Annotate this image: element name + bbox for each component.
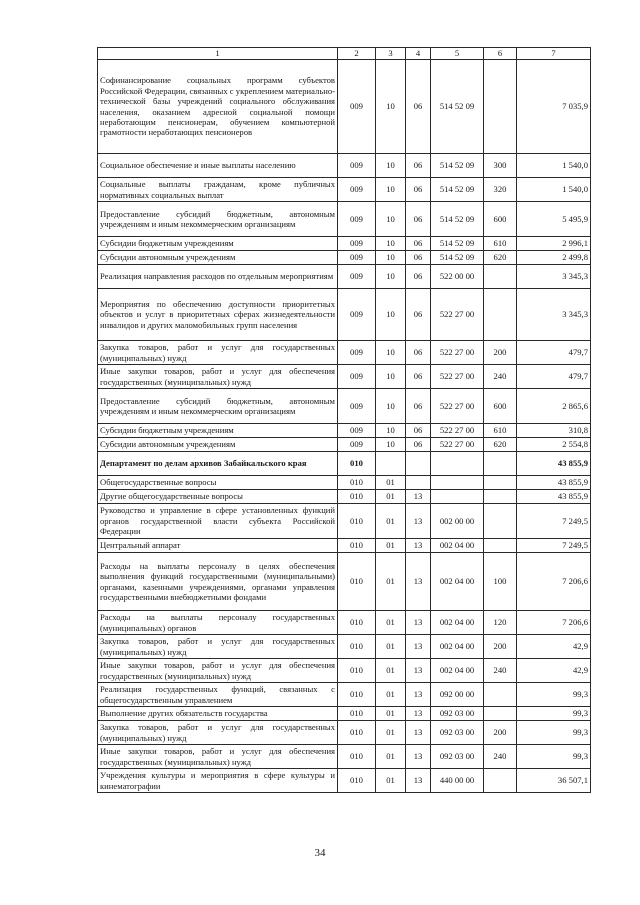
cell-target-article: 002 00 00 (431, 504, 484, 539)
cell-section-code: 10 (376, 289, 406, 341)
cell-section-code: 10 (376, 438, 406, 452)
cell-subsection-code: 13 (406, 635, 431, 659)
table-row (98, 707, 591, 721)
cell-section-code: 10 (376, 389, 406, 424)
row-name: Реализация направления расходов по отдельным мероприятиям (98, 265, 338, 289)
cell-subsection-code: 13 (406, 745, 431, 769)
cell-subsection-code: 06 (406, 251, 431, 265)
cell-ministry-code: 010 (338, 539, 376, 553)
cell-amount: 479,7 (517, 341, 591, 365)
table-row (98, 60, 591, 154)
cell-expense-type: 610 (484, 237, 517, 251)
cell-amount: 42,9 (517, 635, 591, 659)
cell-target-article: 522 27 00 (431, 341, 484, 365)
column-number: 6 (484, 48, 517, 60)
cell-amount: 99,3 (517, 683, 591, 707)
row-name: Субсидии бюджетным учреждениям (98, 424, 338, 438)
table-row (98, 539, 591, 553)
cell-ministry-code: 010 (338, 476, 376, 490)
cell-target-article: 514 52 09 (431, 237, 484, 251)
table-row (98, 553, 591, 611)
cell-expense-type: 300 (484, 154, 517, 178)
cell-target-article: 514 52 09 (431, 178, 484, 202)
cell-amount: 2 499,8 (517, 251, 591, 265)
table-row (98, 251, 591, 265)
table-row (98, 424, 591, 438)
column-number: 7 (517, 48, 591, 60)
cell-amount: 2 865,6 (517, 389, 591, 424)
cell-expense-type: 620 (484, 438, 517, 452)
cell-ministry-code: 009 (338, 389, 376, 424)
cell-section-code: 01 (376, 611, 406, 635)
cell-section-code: 01 (376, 721, 406, 745)
cell-target-article: 440 00 00 (431, 769, 484, 793)
row-name: Социальное обеспечение и иные выплаты населению (98, 154, 338, 178)
cell-subsection-code: 06 (406, 178, 431, 202)
cell-section-code (376, 452, 406, 476)
table-row (98, 721, 591, 745)
cell-expense-type: 620 (484, 251, 517, 265)
budget-table (97, 47, 591, 793)
cell-amount: 1 540,0 (517, 178, 591, 202)
table-row (98, 438, 591, 452)
cell-target-article: 092 03 00 (431, 721, 484, 745)
cell-subsection-code: 06 (406, 289, 431, 341)
cell-target-article: 092 03 00 (431, 745, 484, 769)
cell-ministry-code: 009 (338, 424, 376, 438)
cell-target-article: 092 03 00 (431, 707, 484, 721)
cell-section-code: 01 (376, 707, 406, 721)
column-number: 3 (376, 48, 406, 60)
table-row (98, 154, 591, 178)
row-name: Социальные выплаты гражданам, кроме публичных нормативных социальных выплат (98, 178, 338, 202)
cell-section-code: 10 (376, 60, 406, 154)
cell-target-article: 002 04 00 (431, 635, 484, 659)
row-name: Другие общегосударственные вопросы (98, 490, 338, 504)
cell-expense-type: 200 (484, 341, 517, 365)
cell-subsection-code: 06 (406, 154, 431, 178)
row-name: Руководство и управление в сфере установленных функций органов государственной власти субъекта Российской Федерации (98, 504, 338, 539)
cell-amount: 42,9 (517, 659, 591, 683)
cell-expense-type (484, 476, 517, 490)
cell-target-article: 514 52 09 (431, 202, 484, 237)
table-row (98, 635, 591, 659)
row-name: Департамент по делам архивов Забайкальского края (98, 452, 338, 476)
cell-ministry-code: 010 (338, 452, 376, 476)
row-name: Выполнение других обязательств государства (98, 707, 338, 721)
cell-expense-type: 100 (484, 553, 517, 611)
cell-section-code: 10 (376, 424, 406, 438)
column-number-row (98, 48, 591, 60)
cell-amount: 43 855,9 (517, 452, 591, 476)
cell-amount: 1 540,0 (517, 154, 591, 178)
row-name: Предоставление субсидий бюджетным, автономным учреждениям и иным некоммерческим организациям (98, 202, 338, 237)
cell-expense-type (484, 289, 517, 341)
cell-amount: 43 855,9 (517, 490, 591, 504)
cell-subsection-code: 13 (406, 611, 431, 635)
table-row (98, 389, 591, 424)
cell-amount: 99,3 (517, 745, 591, 769)
cell-expense-type: 320 (484, 178, 517, 202)
row-name: Расходы на выплаты персоналу государственных (муниципальных) органов (98, 611, 338, 635)
cell-ministry-code: 010 (338, 683, 376, 707)
cell-ministry-code: 009 (338, 202, 376, 237)
cell-amount: 7 249,5 (517, 504, 591, 539)
cell-subsection-code: 13 (406, 553, 431, 611)
row-name: Софинансирование социальных программ субъектов Российской Федерации, связанных с укреплением материально-технической базы учреждений социального обслуживания населения, оказанием адресной социальной помощи неработающим пенсионерам, обучением компьютерной грамотности неработающих пенсионеров (98, 60, 338, 154)
cell-expense-type (484, 539, 517, 553)
cell-target-article (431, 490, 484, 504)
cell-subsection-code: 06 (406, 341, 431, 365)
cell-target-article: 002 04 00 (431, 539, 484, 553)
cell-section-code: 10 (376, 265, 406, 289)
column-number: 2 (338, 48, 376, 60)
cell-ministry-code: 009 (338, 251, 376, 265)
cell-section-code: 10 (376, 154, 406, 178)
cell-target-article (431, 476, 484, 490)
table-row (98, 745, 591, 769)
cell-target-article: 522 27 00 (431, 289, 484, 341)
cell-amount: 310,8 (517, 424, 591, 438)
cell-ministry-code: 009 (338, 60, 376, 154)
cell-ministry-code: 009 (338, 438, 376, 452)
cell-target-article: 522 27 00 (431, 438, 484, 452)
cell-ministry-code: 010 (338, 635, 376, 659)
cell-expense-type: 240 (484, 745, 517, 769)
cell-expense-type: 600 (484, 389, 517, 424)
row-name: Центральный аппарат (98, 539, 338, 553)
cell-amount: 7 249,5 (517, 539, 591, 553)
cell-section-code: 01 (376, 539, 406, 553)
cell-ministry-code: 010 (338, 659, 376, 683)
cell-expense-type: 240 (484, 365, 517, 389)
cell-subsection-code: 13 (406, 504, 431, 539)
cell-section-code: 10 (376, 202, 406, 237)
cell-ministry-code: 010 (338, 721, 376, 745)
column-number: 4 (406, 48, 431, 60)
cell-amount: 43 855,9 (517, 476, 591, 490)
table-row (98, 341, 591, 365)
row-name: Иные закупки товаров, работ и услуг для обеспечения государственных (муниципальных) нужд (98, 659, 338, 683)
cell-target-article: 092 00 00 (431, 683, 484, 707)
cell-ministry-code: 010 (338, 504, 376, 539)
cell-ministry-code: 010 (338, 553, 376, 611)
cell-expense-type (484, 60, 517, 154)
row-name: Общегосударственные вопросы (98, 476, 338, 490)
table-row (98, 504, 591, 539)
cell-section-code: 01 (376, 635, 406, 659)
cell-subsection-code: 06 (406, 424, 431, 438)
cell-amount: 99,3 (517, 707, 591, 721)
row-name: Закупка товаров, работ и услуг для государственных (муниципальных) нужд (98, 721, 338, 745)
cell-ministry-code: 010 (338, 707, 376, 721)
cell-ministry-code: 010 (338, 745, 376, 769)
cell-subsection-code: 13 (406, 490, 431, 504)
table-row (98, 265, 591, 289)
cell-section-code: 01 (376, 659, 406, 683)
cell-expense-type (484, 452, 517, 476)
cell-target-article: 002 04 00 (431, 611, 484, 635)
table-row (98, 769, 591, 793)
row-name: Учреждения культуры и мероприятия в сфере культуры и кинематографии (98, 769, 338, 793)
row-name: Предоставление субсидий бюджетным, автономным учреждениям и иным некоммерческим организациям (98, 389, 338, 424)
table-row (98, 490, 591, 504)
table-row (98, 237, 591, 251)
table-row (98, 202, 591, 237)
cell-ministry-code: 009 (338, 265, 376, 289)
cell-expense-type (484, 504, 517, 539)
row-name: Иные закупки товаров, работ и услуг для обеспечения государственных (муниципальных) нужд (98, 365, 338, 389)
cell-expense-type (484, 769, 517, 793)
table-row (98, 659, 591, 683)
cell-section-code: 01 (376, 683, 406, 707)
cell-expense-type: 610 (484, 424, 517, 438)
cell-expense-type (484, 683, 517, 707)
cell-amount: 479,7 (517, 365, 591, 389)
cell-ministry-code: 009 (338, 178, 376, 202)
cell-section-code: 01 (376, 745, 406, 769)
cell-subsection-code: 06 (406, 438, 431, 452)
column-number: 1 (98, 48, 338, 60)
cell-target-article: 514 52 09 (431, 60, 484, 154)
cell-target-article: 002 04 00 (431, 659, 484, 683)
row-name: Иные закупки товаров, работ и услуг для обеспечения государственных (муниципальных) нужд (98, 745, 338, 769)
cell-section-code: 01 (376, 504, 406, 539)
column-number: 5 (431, 48, 484, 60)
cell-ministry-code: 009 (338, 341, 376, 365)
cell-expense-type (484, 490, 517, 504)
cell-subsection-code: 13 (406, 539, 431, 553)
cell-ministry-code: 009 (338, 365, 376, 389)
table-row (98, 452, 591, 476)
row-name: Закупка товаров, работ и услуг для государственных (муниципальных) нужд (98, 635, 338, 659)
cell-target-article: 514 52 09 (431, 154, 484, 178)
cell-subsection-code: 06 (406, 265, 431, 289)
cell-subsection-code: 06 (406, 365, 431, 389)
table-row (98, 611, 591, 635)
row-name: Закупка товаров, работ и услуг для государственных (муниципальных) нужд (98, 341, 338, 365)
cell-section-code: 01 (376, 769, 406, 793)
cell-amount: 2 996,1 (517, 237, 591, 251)
cell-amount: 3 345,3 (517, 265, 591, 289)
cell-expense-type (484, 265, 517, 289)
row-name: Субсидии автономным учреждениям (98, 251, 338, 265)
table-row (98, 289, 591, 341)
cell-expense-type: 240 (484, 659, 517, 683)
table-row (98, 683, 591, 707)
cell-section-code: 10 (376, 341, 406, 365)
cell-section-code: 10 (376, 237, 406, 251)
cell-ministry-code: 010 (338, 769, 376, 793)
row-name: Расходы на выплаты персоналу в целях обеспечения выполнения функций государственными (муниципальными) органами, казенными учреждениями, органами управления государственными внебюджетными фондами (98, 553, 338, 611)
cell-subsection-code: 13 (406, 683, 431, 707)
cell-section-code: 10 (376, 251, 406, 265)
cell-amount: 7 206,6 (517, 611, 591, 635)
table-row (98, 178, 591, 202)
cell-amount: 7 206,6 (517, 553, 591, 611)
cell-subsection-code: 13 (406, 721, 431, 745)
table-row (98, 476, 591, 490)
cell-section-code: 01 (376, 490, 406, 504)
cell-amount: 5 495,9 (517, 202, 591, 237)
cell-target-article: 002 04 00 (431, 553, 484, 611)
cell-expense-type (484, 707, 517, 721)
cell-subsection-code: 13 (406, 769, 431, 793)
cell-subsection-code: 06 (406, 60, 431, 154)
row-name: Реализация государственных функций, связанных с общегосударственным управлением (98, 683, 338, 707)
document-page (97, 47, 590, 793)
cell-ministry-code: 009 (338, 289, 376, 341)
cell-ministry-code: 009 (338, 154, 376, 178)
cell-section-code: 10 (376, 178, 406, 202)
cell-amount: 2 554,8 (517, 438, 591, 452)
cell-expense-type: 200 (484, 635, 517, 659)
cell-section-code: 01 (376, 476, 406, 490)
cell-target-article: 522 27 00 (431, 389, 484, 424)
cell-target-article: 522 00 00 (431, 265, 484, 289)
cell-amount: 99,3 (517, 721, 591, 745)
cell-subsection-code: 13 (406, 707, 431, 721)
table-row (98, 365, 591, 389)
cell-section-code: 10 (376, 365, 406, 389)
cell-expense-type: 200 (484, 721, 517, 745)
cell-subsection-code (406, 452, 431, 476)
cell-subsection-code (406, 476, 431, 490)
cell-subsection-code: 06 (406, 237, 431, 251)
cell-target-article: 522 27 00 (431, 365, 484, 389)
cell-amount: 3 345,3 (517, 289, 591, 341)
cell-subsection-code: 13 (406, 659, 431, 683)
cell-ministry-code: 010 (338, 611, 376, 635)
cell-target-article: 514 52 09 (431, 251, 484, 265)
row-name: Мероприятия по обеспечению доступности приоритетных объектов и услуг в приоритетных сферах жизнедеятельности инвалидов и других маломобильных групп населения (98, 289, 338, 341)
row-name: Субсидии бюджетным учреждениям (98, 237, 338, 251)
cell-section-code: 01 (376, 553, 406, 611)
cell-subsection-code: 06 (406, 202, 431, 237)
cell-ministry-code: 010 (338, 490, 376, 504)
cell-target-article (431, 452, 484, 476)
table-body (98, 60, 591, 793)
row-name: Субсидии автономным учреждениям (98, 438, 338, 452)
cell-subsection-code: 06 (406, 389, 431, 424)
cell-amount: 36 507,1 (517, 769, 591, 793)
cell-amount: 7 035,9 (517, 60, 591, 154)
page-number: 34 (314, 847, 326, 859)
cell-expense-type: 120 (484, 611, 517, 635)
cell-expense-type: 600 (484, 202, 517, 237)
cell-target-article: 522 27 00 (431, 424, 484, 438)
cell-ministry-code: 009 (338, 237, 376, 251)
